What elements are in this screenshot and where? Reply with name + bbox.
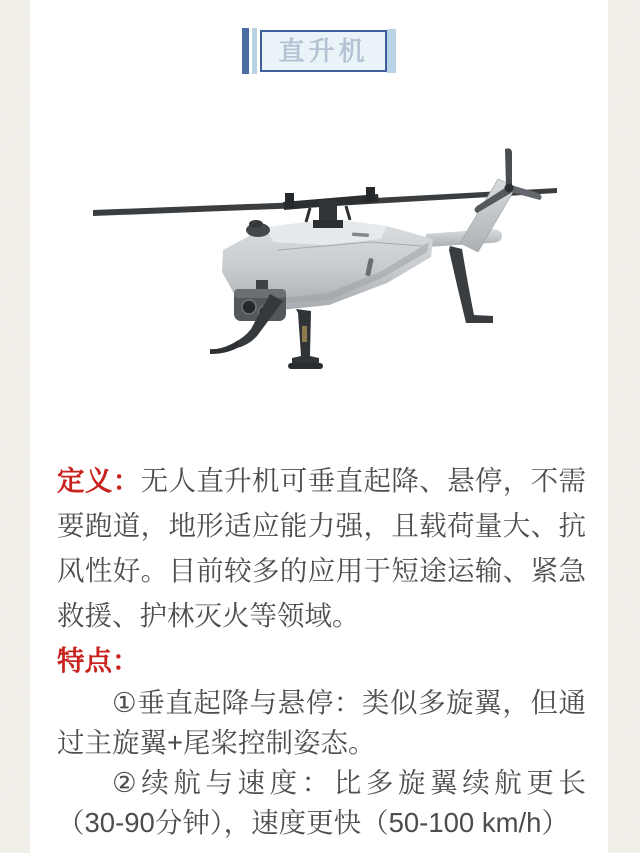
landing-leg-rear	[449, 246, 493, 323]
badge-accent-bar-dark	[242, 28, 249, 74]
features-label: 特点：	[57, 645, 140, 676]
helicopter-photo	[30, 130, 608, 430]
badge-accent-bar-right	[387, 29, 396, 73]
section-badge	[30, 28, 608, 74]
features-label-paragraph	[57, 638, 586, 683]
landing-leg-right	[288, 309, 323, 369]
tail-rotor	[475, 148, 542, 213]
definition-label: 定义：	[57, 465, 141, 496]
definition-text: 无人直升机可垂直起降、悬停，不需要跑道，地形适应能力强，且载荷量大、抗风性好。目前较多的应用于短途运输、紧急救援、护林灭火等领域。	[57, 465, 587, 631]
definition-paragraph	[57, 458, 586, 638]
badge-title-box	[260, 30, 386, 72]
section-title: 直升机	[278, 36, 369, 66]
article-body	[30, 430, 608, 843]
feature-item-2: ②续航与速度：比多旋翼续航更长（30-90分钟），速度更快（50-100 km/h）	[57, 767, 586, 838]
badge-accent-bar-light	[252, 28, 257, 74]
content-card	[30, 0, 608, 853]
feature-item-1: ①垂直起降与悬停：类似多旋翼，但通过主旋翼+尾桨控制姿态。	[57, 687, 586, 758]
rotor-hub	[283, 187, 379, 228]
